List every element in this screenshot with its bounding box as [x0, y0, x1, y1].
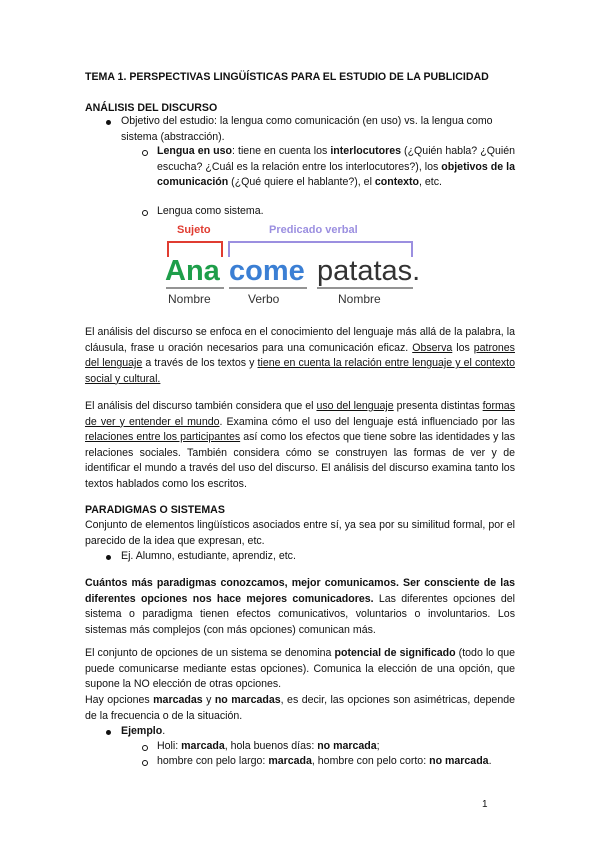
- section-heading-discurso: ANÁLISIS DEL DISCURSO: [85, 102, 218, 114]
- underlined-patrones: patrones del lenguaje: [85, 341, 515, 370]
- text-span: , etc.: [419, 176, 442, 189]
- underlined-formas: formas de ver y entender el mundo: [85, 400, 515, 428]
- bold-no-marcada: no marcada: [429, 755, 489, 767]
- term-lengua-en-uso: Lengua en uso: [157, 145, 232, 157]
- term-interlocutores: interlocutores: [330, 145, 401, 157]
- label-predicado: Predicado verbal: [269, 224, 358, 236]
- example-pelo: [157, 754, 515, 770]
- bullet-ejemplo-alumno: Ej. Alumno, estudiante, aprendiz, etc.: [121, 550, 296, 562]
- paragraph-paradigmas-comunicar: [85, 576, 515, 638]
- text-span: Holi:: [157, 740, 182, 752]
- paragraph-analisis-1: [85, 325, 515, 387]
- text-span: , hola buenos días:: [224, 740, 318, 752]
- text-span: : tiene en cuenta los: [232, 145, 331, 157]
- text-span: (todo lo que puede comunicarse mediante estas opciones). Comunica la elección de una opción, que supone la NO elección de otras opciones.: [85, 647, 515, 691]
- bold-no-marcada: no marcada: [317, 740, 377, 752]
- text-span: El análisis del discurso también considera que el: [85, 400, 317, 412]
- term-objetivos: objetivos de la comunicación: [157, 160, 515, 189]
- text-span: . Examina cómo el uso del lenguaje está influenciado por las: [219, 415, 515, 428]
- text-span: El análisis del discurso se enfoca en el conocimiento del lenguaje más allá de la palabra, la cláusula, frase u oración necesarios para una comunicación eficaz.: [85, 326, 515, 354]
- underlined-observa: Observa: [412, 341, 453, 354]
- bullet-circle: [142, 745, 148, 751]
- underlined-uso: uso del lenguaje: [316, 400, 394, 412]
- term-contexto: contexto: [374, 176, 420, 189]
- bold-statement: Cuántos más paradigmas conozcamos, mejor comunicamos. Ser consciente de las diferentes opciones nos hace mejores comunicadores.: [85, 577, 515, 605]
- document-title: TEMA 1. PERSPECTIVAS LINGÜÍSTICAS PARA EL ESTUDIO DE LA PUBLICIDAD: [85, 71, 489, 83]
- bullet-dot: [106, 120, 111, 125]
- paragraph-marcadas: [85, 693, 515, 724]
- text-span: , es decir, las opciones son asimétricas, depende de la frecuencia o de la situación.: [85, 694, 516, 722]
- pos-nombre-1: Nombre: [168, 292, 211, 306]
- label-sujeto: Sujeto: [177, 224, 211, 236]
- example-holi: [157, 739, 515, 755]
- paragraph-analisis-2: [85, 399, 515, 493]
- sub-lengua-en-uso: [157, 144, 515, 191]
- underlined-relacion: tiene en cuenta la relación entre lenguaje y el contexto social y cultural.: [85, 357, 515, 385]
- text-span: hombre con pelo largo:: [157, 755, 269, 767]
- text-span: y: [202, 694, 215, 706]
- page-number: 1: [482, 799, 488, 810]
- bold-marcada: marcada: [181, 740, 225, 752]
- word-patatas: patatas.: [317, 255, 421, 287]
- term-potencial: potencial de significado: [334, 647, 456, 659]
- bullet-objetivo: Objetivo del estudio: la lengua como comunicación (en uso) vs. la lengua como sistema (abstracción).: [121, 115, 493, 143]
- word-come: come: [229, 255, 305, 287]
- paragraph-potencial: [85, 646, 515, 693]
- bullet-dot: [106, 555, 111, 560]
- bullet-circle: [142, 150, 148, 156]
- text-span: , hombre con pelo corto:: [311, 755, 430, 767]
- bullet-circle: [142, 210, 148, 216]
- section-heading-paradigmas: PARADIGMAS O SISTEMAS: [85, 504, 225, 516]
- pos-verbo: Verbo: [248, 292, 280, 306]
- underlined-relaciones: relaciones entre los participantes: [85, 431, 241, 444]
- text-span: .: [162, 725, 166, 737]
- text-span: Las diferentes opciones del sistema o paradigma tienen efectos comunicativos, voluntarios o involuntarios. Los sistemas más complejos (con más opciones) comunican más.: [85, 592, 515, 636]
- bold-ejemplo: Ejemplo: [121, 725, 163, 737]
- term-marcadas: marcadas: [153, 694, 203, 706]
- term-no-marcadas: no marcadas: [214, 694, 281, 706]
- sentence-diagram: [160, 220, 430, 310]
- text-span: .: [488, 755, 492, 767]
- sub-lengua-como-sistema: Lengua como sistema.: [157, 205, 264, 217]
- word-ana: Ana: [165, 255, 220, 287]
- bullet-ejemplo: [121, 724, 515, 740]
- text-span: (¿Quién habla? ¿Quién escucha? ¿Cuál es la relación entre los interlocutores?), los: [157, 145, 516, 173]
- bold-marcada: marcada: [268, 755, 312, 767]
- bullet-dot: [106, 730, 111, 735]
- text-span: los: [452, 341, 474, 354]
- text-span: a través de los textos y: [142, 357, 258, 370]
- text-span: así como los efectos que tiene sobre las identidades y las relaciones sociales. También considera cómo se construyen las formas de ver y de identificar el mundo a través del uso del discurso. El análisis del discurso examina tanto los textos hablados como los escritos.: [85, 431, 515, 490]
- text-span: presenta distintas: [393, 400, 483, 412]
- text-span: (¿Qué quiere el hablante?), el: [228, 176, 375, 189]
- bullet-circle: [142, 760, 148, 766]
- text-span: Hay opciones: [85, 694, 154, 706]
- text-span: ;: [376, 740, 380, 752]
- pos-nombre-2: Nombre: [338, 292, 381, 306]
- text-span: El conjunto de opciones de un sistema se denomina: [85, 647, 335, 659]
- paragraph-paradigmas-def: Conjunto de elementos lingüísticos asociados entre sí, ya sea por su similitud formal, por el parecido de la idea que expresan, etc.: [85, 519, 515, 547]
